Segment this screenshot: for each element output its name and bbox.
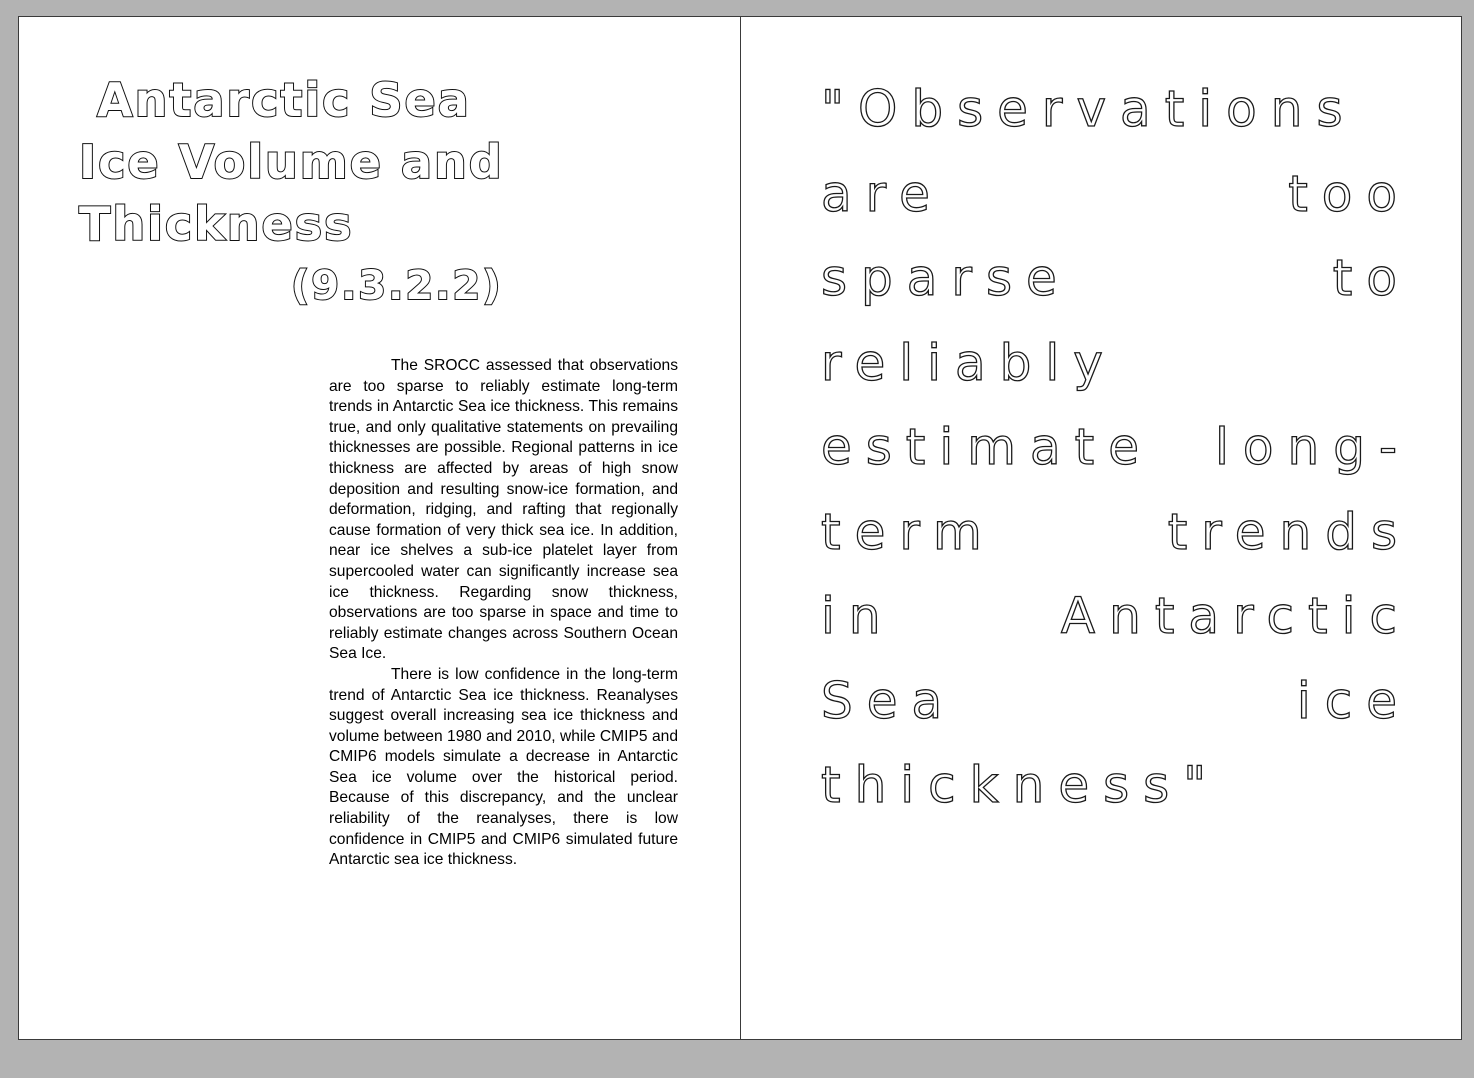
section-number: (9.3.2.2) — [291, 263, 503, 309]
document-spread — [18, 16, 1462, 1040]
body-text-column — [329, 356, 678, 871]
body-paragraph-1: The SROCC assessed that observations are too sparse to reliably estimate long-term trends in Antarctic Sea ice thickness. This remains true, and only qualitative statements on prevailing thicknesses are possible. Regional patterns in ice thickness are affected by areas of high snow deposition and resulting snow-ice formation, and deformation, ridging, and rafting that regionally cause formation of very thick sea ice. In addition, near ice shelves a sub-ice platelet layer from supercooled water can significantly increase sea ice thickness. Regarding snow thickness, observations are too sparse in space and time to reliably estimate changes across Southern Ocean Sea Ice. — [329, 357, 678, 663]
left-page — [19, 17, 741, 1039]
heading-line-1: Antarctic Sea — [97, 73, 471, 127]
section-heading — [79, 69, 639, 317]
right-page — [741, 17, 1461, 1039]
heading-line-2: Ice Volume and — [79, 135, 504, 189]
heading-line-3: Thickness — [79, 197, 354, 251]
body-paragraph-2: There is low confidence in the long-term trend of Antarctic Sea ice thickness. Reanalyses suggest overall increasing sea ice thickness and volume between 1980 and 2010, while CMIP5 and CMIP6 models simulate a decrease in Antarctic Sea ice volume over the historical period. Because of this discrepancy, and the unclear reliability of the reanalyses, there is low confidence in CMIP5 and CMIP6 simulated future Antarctic sea ice thickness. — [329, 665, 678, 869]
pull-quote: "Observations are too sparse to reliably estimate long-term trends in Antarctic Sea ice thickness" — [821, 80, 1411, 814]
